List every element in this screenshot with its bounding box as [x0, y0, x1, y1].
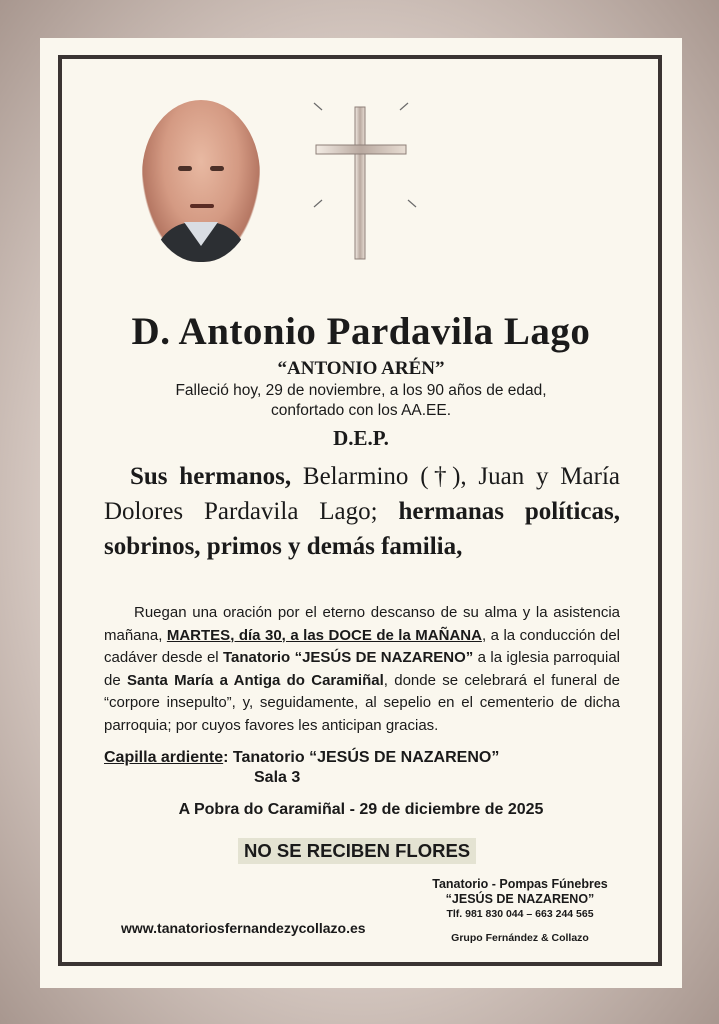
place-and-date: A Pobra do Caramiñal - 29 de diciembre de 2025 — [178, 801, 544, 818]
family-lead: Sus hermanos, — [130, 463, 292, 490]
dep-label: D.E.P. — [333, 426, 389, 450]
company-line-2: “JESÚS DE NAZARENO” — [445, 892, 595, 906]
chapel-label: Capilla ardiente — [104, 749, 224, 766]
deceased-name: D. Antonio Pardavila Lago — [131, 310, 591, 353]
funeral-home-info — [410, 877, 630, 946]
death-line-2: confortado con los AA.EE. — [270, 402, 452, 419]
ceremony-date-time: MARTES, día 30, a las DOCE de la MAÑANA — [166, 626, 482, 644]
ceremony-paragraph — [104, 602, 620, 737]
website-link[interactable]: www.tanatoriosfernandezycollazo.es — [121, 920, 366, 936]
chapel-place: Tanatorio “JESÚS DE NAZARENO” — [228, 749, 500, 766]
death-announcement — [62, 381, 660, 421]
notice-text-3: a la iglesia parroquial de — [104, 649, 620, 689]
company-line-1: Tanatorio - Pompas Fúnebres — [432, 877, 608, 891]
chapel-room: Sala 3 — [254, 769, 301, 786]
company-phones: Tlf. 981 830 044 – 663 244 565 — [446, 908, 594, 920]
notice-text-2: , a la conducción del cadáver desde el — [104, 626, 620, 666]
no-flowers-notice: NO SE RECIBEN FLORES — [238, 838, 476, 864]
notice-text-1: Ruegan una oración por el eterno descanso de su alma y la asistencia mañana, — [104, 604, 620, 644]
company-group: Grupo Fernández & Collazo — [451, 932, 589, 944]
notice-text-4: , donde se celebrará el funeral de “corpore insepulto”, y, seguidamente, al sepelio en el cementerio de dicha parroquia; por cuyos favores les anticipan gracias. — [104, 671, 620, 734]
cross-icon — [300, 95, 430, 265]
death-line-1: Falleció hoy, 29 de noviembre, a los 90 años de edad, — [175, 382, 547, 399]
church-name: Santa María a Antiga do Caramiñal — [126, 671, 384, 689]
portrait-photo — [142, 100, 260, 262]
family-names: Belarmino (†), Juan y María Dolores Pardavila Lago; — [104, 463, 621, 525]
chapel-separator: : — [223, 749, 229, 766]
deceased-alias: “ANTONIO ARÉN” — [277, 358, 445, 379]
chapel-info — [104, 748, 499, 788]
tanatorio-name: Tanatorio “JESÚS DE NAZARENO” — [222, 649, 474, 666]
family-rest: hermanas políticas, sobrinos, primos y demás familia, — [104, 498, 621, 560]
family-paragraph — [104, 459, 620, 564]
